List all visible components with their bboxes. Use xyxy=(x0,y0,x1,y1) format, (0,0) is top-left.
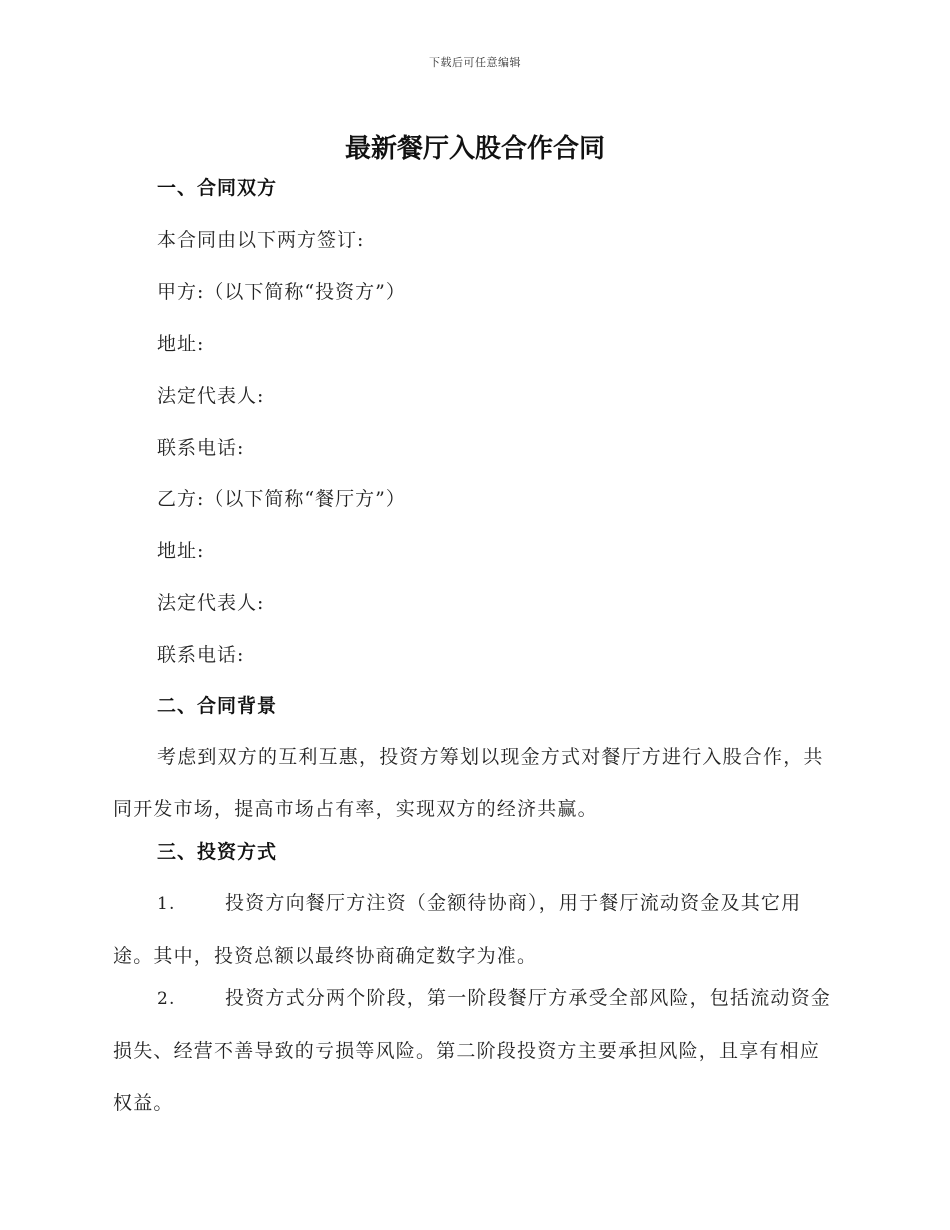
item-text: 投资方向餐厅方注资（金额待协商），用于餐厅流动资金及其它用途。其中，投资总额以最终协商确定数字为准。 xyxy=(113,892,802,967)
party-a-phone: 联系电话: xyxy=(157,437,245,459)
item-text: 投资方式分两个阶段，第一阶段餐厅方承受全部风险，包括流动资金损失、经营不善导致的亏损等风险。第二阶段投资方主要承担风险，且享有相应权益。 xyxy=(113,987,832,1114)
party-b-line: 乙方:（以下简称“餐厅方”） xyxy=(157,488,406,510)
party-b-address: 地址: xyxy=(157,540,205,562)
item-number: 2. xyxy=(157,989,176,1009)
background-paragraph: 考虑到双方的互利互惠，投资方筹划以现金方式对餐厅方进行入股合作，共同开发市场，提高市场占有率，实现双方的经济共赢。 xyxy=(113,746,824,820)
page-header-note: 下载后可任意编辑 xyxy=(429,56,521,69)
party-a-line: 甲方:（以下简称“投资方”） xyxy=(157,281,406,303)
parties-intro: 本合同由以下两方签订: xyxy=(157,229,365,251)
party-a-address: 地址: xyxy=(157,333,205,355)
section-heading-investment: 三、投资方式 xyxy=(157,841,278,863)
document-title: 最新餐厅入股合作合同 xyxy=(344,134,605,164)
section-heading-background: 二、合同背景 xyxy=(157,695,278,717)
party-b-phone: 联系电话: xyxy=(157,644,245,666)
investment-item-1 xyxy=(113,877,835,982)
item-number: 1. xyxy=(157,894,176,914)
investment-item-2 xyxy=(113,972,835,1129)
section-heading-parties: 一、合同双方 xyxy=(157,177,278,199)
party-a-representative: 法定代表人: xyxy=(157,385,265,407)
party-b-representative: 法定代表人: xyxy=(157,592,265,614)
